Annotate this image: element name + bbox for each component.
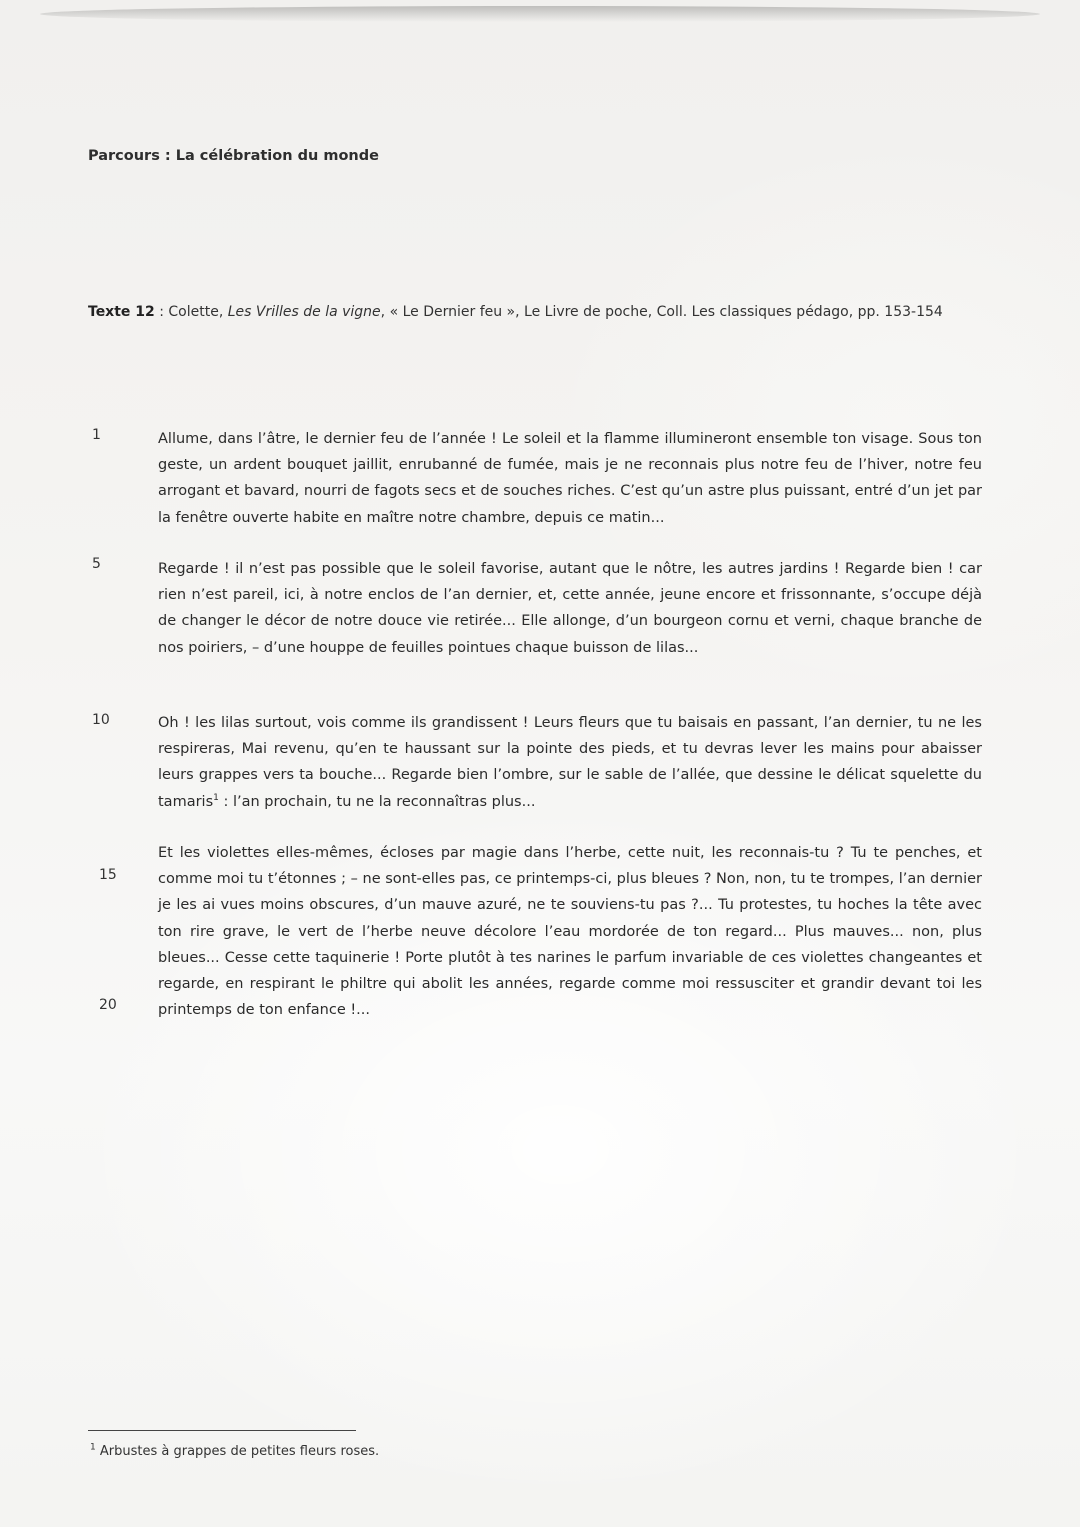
paragraph-3	[158, 710, 982, 815]
reference-work-title: Les Vrilles de la vigne	[227, 304, 381, 320]
footnote	[90, 1444, 379, 1459]
line-number: 15	[99, 867, 117, 883]
parcours-label: Parcours	[88, 148, 160, 164]
text-reference	[88, 300, 988, 324]
line-number: 1	[92, 427, 101, 443]
footnote-reference: 1	[213, 792, 219, 803]
footnote-divider	[88, 1430, 356, 1431]
paragraph-3-text: Oh ! les lilas surtout, vois comme ils grandissent ! Leurs fleurs que tu baisais en passant, l’an dernier, tu ne les respireras, Mai revenu, qu’en te haussant sur la pointe des pieds, et tu devras lever les mains pour abaisser leurs grappes vers ta bouche... Regarde bien l’ombre, sur le sable de l’allée, que dessine le délicat squelette du tamaris	[158, 715, 982, 810]
page-edge-shadow	[40, 6, 1040, 22]
footnote-text: Arbustes à grappes de petites fleurs roses.	[95, 1444, 380, 1459]
paragraph-2: Regarde ! il n’est pas possible que le soleil favorise, autant que le nôtre, les autres jardins ! Regarde bien ! car rien n’est pareil, ici, à notre enclos de l’an dernier, et, cette année, jeune encore et frissonnante, s’occupe déjà de changer le décor de notre douce vie retirée... Elle allonge, d’un bourgeon cornu et verni, chaque branche de nos poiriers, – d’une houppe de feuilles pointues chaque buisson de lilas...	[158, 561, 982, 656]
reference-author: Colette,	[168, 304, 228, 320]
paragraph-1: Allume, dans l’âtre, le dernier feu de l’année ! Le soleil et la flamme illumineront ensemble ton visage. Sous ton geste, un ardent bouquet jaillit, enrubanné de fumée, mais je ne reconnais plus notre feu de l’hiver, notre feu arrogant et bavard, nourri de fagots secs et de souches riches. C’est qu’un astre plus puissant, entré d’un jet par la fenêtre ouverte habite en maître notre chambre, depuis ce matin...	[158, 431, 982, 526]
line-number: 20	[99, 997, 117, 1013]
line-number: 5	[92, 556, 101, 572]
parcours-title: : La célébration du monde	[159, 148, 379, 164]
reference-separator: :	[154, 304, 169, 320]
texte-label: Texte 12	[88, 304, 155, 320]
line-number: 10	[92, 712, 110, 728]
reference-details: , « Le Dernier feu », Le Livre de poche, Coll. Les classiques pédago, pp. 153-154	[380, 304, 943, 320]
paragraph-3-end: : l’an prochain, tu ne la reconnaîtras plus...	[218, 793, 536, 810]
parcours-heading	[88, 148, 379, 164]
paragraph-4: Et les violettes elles-mêmes, écloses par magie dans l’herbe, cette nuit, les reconnais-tu ? Tu te penches, et comme moi tu t’étonnes ; – ne sont-elles pas, ce printemps-ci, plus bleues ? Non, non, tu te trompes, l’an dernier je les ai vues moins obscures, d’un mauve azuré, ne te souviens-tu pas ?... Tu protestes, tu hoches la tête avec ton rire grave, le vert de l’herbe neuve décolore l’eau mordorée de ton regard... Plus mauves... non, plus bleues... Cesse cette taquinerie ! Porte plutôt à tes narines le parfum invariable de ces violettes changeantes et regarde, en respirant le philtre qui abolit les années, regarde comme moi ressusciter et grandir devant toi les printemps de ton enfance !...	[158, 845, 982, 1019]
footnote-mark: 1	[90, 1442, 96, 1453]
